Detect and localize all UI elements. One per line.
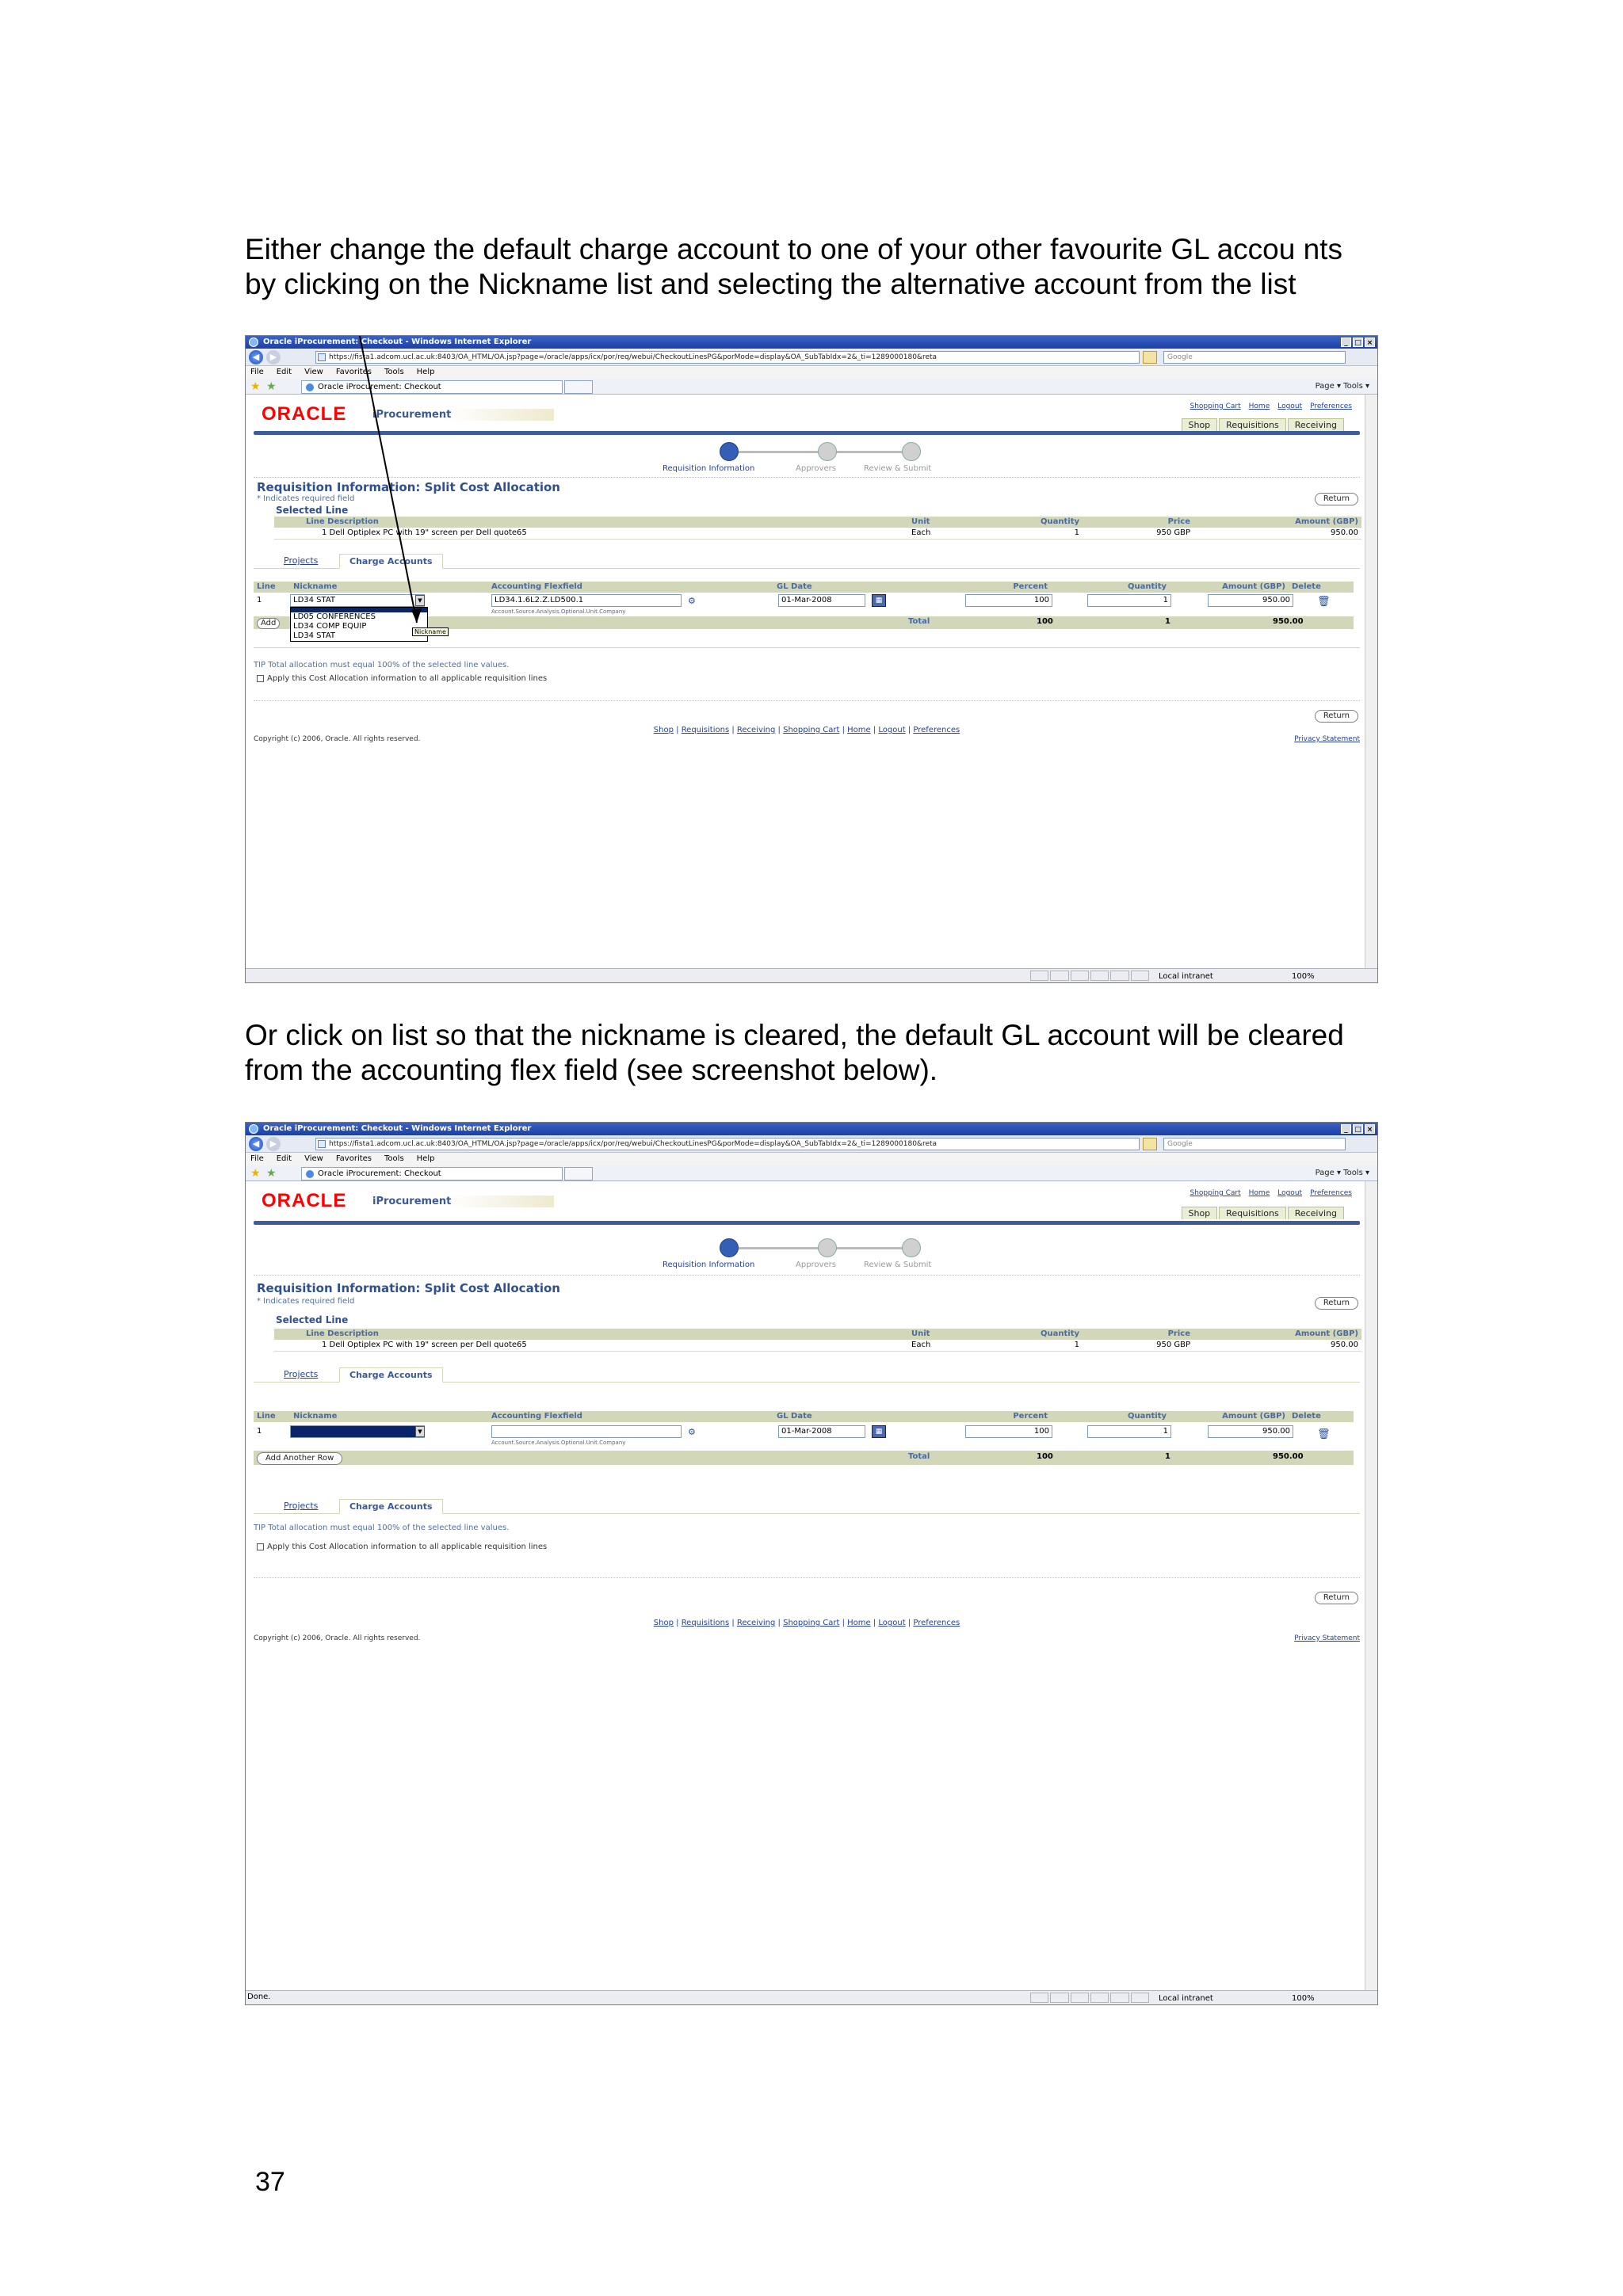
link-preferences[interactable]: Preferences bbox=[1310, 402, 1352, 410]
apply-all-checkbox[interactable] bbox=[257, 1543, 547, 1551]
tab-shop[interactable]: Shop bbox=[1182, 1207, 1218, 1219]
screenshot-nickname-list bbox=[245, 335, 1378, 983]
footer-links: Shop | Requisitions | Receiving | Shopping Cart | Home | Logout | Preferences bbox=[653, 726, 960, 734]
zoom-level[interactable]: 100% bbox=[1292, 972, 1315, 981]
favorites-star-icon[interactable]: ★ bbox=[250, 380, 261, 393]
total-quantity: 1 bbox=[1165, 617, 1170, 626]
forward-icon[interactable]: ▶ bbox=[266, 350, 281, 364]
tab-title: Oracle iProcurement: Checkout bbox=[318, 1169, 441, 1178]
page-title: Requisition Information: Split Cost Allocation bbox=[257, 1281, 560, 1295]
divider bbox=[254, 1275, 1360, 1276]
footer-links: Shop | Requisitions | Receiving | Shopping Cart | Home | Logout | Preferences bbox=[653, 1619, 960, 1627]
footer-link-home[interactable]: Home bbox=[847, 726, 871, 734]
menu-edit[interactable]: Edit bbox=[276, 368, 292, 376]
accounting-flexfield-input[interactable]: LD34.1.6L2.Z.LD500.1 bbox=[491, 594, 682, 607]
dropdown-option[interactable]: LD34 COMP EQUIP bbox=[293, 622, 367, 631]
footer-link-home[interactable]: Home bbox=[847, 1619, 871, 1627]
menu-edit[interactable]: Edit bbox=[276, 1154, 292, 1163]
apply-all-label: Apply this Cost Allocation information to all applicable requisition lines bbox=[267, 674, 548, 683]
calendar-icon[interactable]: ▦ bbox=[872, 1425, 886, 1438]
search-input[interactable]: Google bbox=[1163, 351, 1346, 364]
allocation-table bbox=[254, 1411, 1354, 1422]
forward-icon[interactable]: ▶ bbox=[266, 1137, 281, 1151]
footer-link-preferences[interactable]: Preferences bbox=[913, 726, 960, 734]
window-title: Oracle iProcurement: Checkout - Windows Internet Explorer bbox=[263, 1124, 532, 1133]
copyright: Copyright (c) 2006, Oracle. All rights reserved. bbox=[254, 735, 421, 743]
column-header: Quantity bbox=[972, 517, 1083, 528]
gl-date-input[interactable]: 01-Mar-2008 bbox=[778, 594, 865, 607]
product-name: iProcurement bbox=[372, 409, 554, 421]
gl-date-input[interactable]: 01-Mar-2008 bbox=[778, 1425, 865, 1438]
train-label-approvers: Approvers bbox=[796, 1261, 836, 1269]
menu-tools[interactable]: Tools bbox=[384, 1154, 404, 1163]
column-header: Accounting Flexfield bbox=[488, 582, 773, 593]
column-header: Unit bbox=[908, 1329, 972, 1340]
maximize-button[interactable]: □ bbox=[1353, 338, 1363, 347]
quantity-input[interactable]: 1 bbox=[1087, 1425, 1171, 1438]
return-button[interactable]: Return bbox=[1315, 710, 1358, 723]
selected-line-table bbox=[274, 1329, 1361, 1352]
footer-link-receiving[interactable]: Receiving bbox=[736, 726, 776, 734]
favorites-bar bbox=[246, 1165, 1377, 1181]
subtab-charge-accounts[interactable]: Charge Accounts bbox=[339, 1499, 443, 1514]
nickname-tooltip: Nickname bbox=[412, 627, 449, 636]
required-note: * Indicates required field bbox=[257, 494, 355, 503]
divider bbox=[254, 1577, 1360, 1578]
link-preferences[interactable]: Preferences bbox=[1310, 1189, 1352, 1197]
column-header: Amount (GBP) bbox=[1193, 1329, 1361, 1340]
column-header: Amount (GBP) bbox=[1170, 582, 1289, 593]
global-links bbox=[1182, 1189, 1353, 1197]
required-note: * Indicates required field bbox=[257, 1297, 355, 1306]
checkbox-icon[interactable] bbox=[257, 1543, 264, 1550]
total-amount: 950.00 bbox=[1273, 617, 1304, 626]
apply-all-label: Apply this Cost Allocation information to all applicable requisition lines bbox=[267, 1543, 548, 1551]
train-step bbox=[902, 1238, 921, 1257]
annotation-arrow bbox=[246, 336, 1378, 983]
instruction-line: Either change the default charge account to one of your other favourite GL accou nts bbox=[245, 233, 1342, 265]
total-amount: 950.00 bbox=[1273, 1452, 1304, 1461]
train-step bbox=[818, 1238, 837, 1257]
column-header: Percent bbox=[932, 1411, 1051, 1422]
status-cells bbox=[1030, 1993, 1149, 2003]
oracle-logo: ORACLE bbox=[262, 1190, 347, 1211]
subtab-projects[interactable]: Projects bbox=[284, 555, 319, 566]
status-bar bbox=[246, 1990, 1377, 2004]
command-bar[interactable]: Page ▾ Tools ▾ bbox=[1315, 382, 1369, 391]
column-header: Delete bbox=[1289, 582, 1354, 593]
minimize-button[interactable]: _ bbox=[1341, 338, 1351, 347]
subtab-projects[interactable]: Projects bbox=[284, 1501, 319, 1511]
instruction-line: Or click on list so that the nickname is cleared, the default GL account will be cleared bbox=[245, 1019, 1344, 1051]
back-icon[interactable]: ◀ bbox=[249, 1137, 263, 1151]
footer-link-shop[interactable]: Shop bbox=[653, 726, 674, 734]
tab-receiving[interactable]: Receiving bbox=[1288, 1207, 1344, 1219]
menu-file[interactable]: File bbox=[250, 368, 264, 376]
accounting-flexfield-input[interactable] bbox=[491, 1425, 682, 1438]
tab-requisitions[interactable]: Requisitions bbox=[1219, 1207, 1286, 1219]
security-zone: Local intranet bbox=[1159, 1994, 1213, 2003]
tip-text: TIP Total allocation must equal 100% of the selected line values. bbox=[254, 1524, 510, 1532]
instruction-paragraph-1 bbox=[245, 232, 1386, 302]
chevron-down-icon[interactable]: ▼ bbox=[415, 1426, 425, 1437]
column-header: Amount (GBP) bbox=[1193, 517, 1361, 528]
window-title: Oracle iProcurement: Checkout - Windows Internet Explorer bbox=[263, 338, 532, 346]
column-header: Quantity bbox=[1051, 582, 1170, 593]
amount-input[interactable]: 950.00 bbox=[1208, 1425, 1293, 1438]
total-row bbox=[254, 1451, 1354, 1465]
column-header: Quantity bbox=[1051, 1411, 1170, 1422]
column-header: Quantity bbox=[972, 1329, 1083, 1340]
column-header: GL Date bbox=[773, 582, 932, 593]
column-header: Price bbox=[1083, 1329, 1193, 1340]
maximize-button[interactable]: □ bbox=[1353, 1124, 1363, 1134]
menu-favorites[interactable]: Favorites bbox=[335, 368, 372, 376]
url-text: https://fista1.adcom.ucl.ac.uk:8403/OA_HTML/OA.jsp?page=/oracle/apps/icx/por/req/webui/CheckoutLinesPG&porMode=display&OA_SubTabIdx=2&_ti=1289000180&reta bbox=[329, 353, 938, 361]
price-cell: 950 GBP bbox=[1083, 528, 1193, 540]
total-percent: 100 bbox=[1037, 1452, 1053, 1461]
menu-bar bbox=[246, 1153, 1377, 1165]
line-description: 1 Dell Optiplex PC with 19" screen per Dell quote65 bbox=[274, 528, 908, 540]
unit-cell: Each bbox=[908, 1340, 972, 1352]
nickname-select[interactable]: LD34 STAT bbox=[290, 594, 425, 607]
close-button[interactable]: × bbox=[1365, 338, 1375, 347]
ie-logo-icon bbox=[249, 1124, 258, 1134]
total-label: Total bbox=[908, 617, 930, 626]
lock-icon[interactable] bbox=[1143, 1138, 1157, 1150]
vertical-scrollbar[interactable] bbox=[1365, 1181, 1377, 1990]
process-train bbox=[254, 1238, 1360, 1270]
column-header: Line Description bbox=[274, 517, 908, 528]
amount-cell: 950.00 bbox=[1193, 528, 1361, 540]
copyright: Copyright (c) 2006, Oracle. All rights reserved. bbox=[254, 1634, 421, 1642]
chevron-down-icon[interactable]: ▼ bbox=[415, 595, 425, 606]
dropdown-option[interactable]: LD34 STAT bbox=[293, 631, 336, 640]
footer-link-logout[interactable]: Logout bbox=[878, 726, 906, 734]
line-number: 1 bbox=[257, 1427, 262, 1436]
footer-link-receiving[interactable]: Receiving bbox=[736, 1619, 776, 1627]
total-quantity: 1 bbox=[1165, 1452, 1170, 1461]
train-label-requisition: Requisition Information bbox=[663, 1261, 755, 1269]
subtab-charge-accounts[interactable]: Charge Accounts bbox=[339, 1367, 443, 1383]
footer-link-preferences[interactable]: Preferences bbox=[913, 1619, 960, 1627]
column-header: Amount (GBP) bbox=[1170, 1411, 1289, 1422]
selected-line-title: Selected Line bbox=[276, 505, 349, 516]
screenshot-nickname-cleared bbox=[245, 1122, 1378, 2005]
column-header: Line bbox=[254, 1411, 290, 1422]
return-button[interactable]: Return bbox=[1315, 493, 1358, 505]
status-text: Done. bbox=[247, 1993, 271, 2001]
footer-link-shopping-cart[interactable]: Shopping Cart bbox=[783, 726, 840, 734]
address-bar bbox=[246, 1135, 1377, 1153]
column-header: Percent bbox=[932, 582, 1051, 593]
percent-input[interactable]: 100 bbox=[965, 594, 1052, 607]
trash-icon[interactable]: 🗑 bbox=[1317, 1428, 1331, 1440]
train-label-review: Review & Submit bbox=[864, 464, 932, 473]
window-title-bar bbox=[246, 1123, 1377, 1135]
column-header: Nickname bbox=[290, 582, 488, 593]
add-another-row-button[interactable]: Add bbox=[257, 618, 280, 629]
menu-help[interactable]: Help bbox=[416, 1154, 435, 1163]
footer-link-shopping-cart[interactable]: Shopping Cart bbox=[783, 1619, 840, 1627]
tab-ie-icon bbox=[306, 1170, 314, 1178]
column-header: Price bbox=[1083, 517, 1193, 528]
quantity-cell: 1 bbox=[972, 1340, 1083, 1352]
trash-icon[interactable]: 🗑 bbox=[1317, 596, 1331, 608]
footer-link-logout[interactable]: Logout bbox=[878, 1619, 906, 1627]
menu-help[interactable]: Help bbox=[416, 368, 435, 376]
link-shopping-cart[interactable]: Shopping Cart bbox=[1190, 402, 1241, 410]
table-row bbox=[274, 1340, 1361, 1352]
tab-receiving[interactable]: Receiving bbox=[1288, 418, 1344, 431]
amount-input[interactable]: 950.00 bbox=[1208, 594, 1293, 607]
column-header: Delete bbox=[1289, 1411, 1354, 1422]
selected-line-title: Selected Line bbox=[276, 1314, 349, 1325]
column-header: Line Description bbox=[274, 1329, 908, 1340]
add-favorite-icon[interactable]: ★ bbox=[266, 380, 277, 393]
column-header: Line bbox=[254, 582, 290, 593]
return-button[interactable]: Return bbox=[1315, 1592, 1358, 1604]
price-cell: 950 GBP bbox=[1083, 1340, 1193, 1352]
footer-link-requisitions[interactable]: Requisitions bbox=[681, 726, 730, 734]
add-favorite-icon[interactable]: ★ bbox=[266, 1167, 277, 1180]
line-number: 1 bbox=[257, 596, 262, 605]
new-tab[interactable] bbox=[564, 1167, 593, 1180]
link-home[interactable]: Home bbox=[1248, 1189, 1270, 1197]
instruction-line: by clicking on the Nickname list and selecting the alternative account from the list bbox=[245, 268, 1296, 300]
close-button[interactable]: × bbox=[1365, 1124, 1375, 1134]
tab-title: Oracle iProcurement: Checkout bbox=[318, 383, 441, 391]
menu-view[interactable]: View bbox=[304, 368, 323, 376]
train-connector bbox=[729, 1247, 832, 1249]
tab-shop[interactable]: Shop bbox=[1182, 418, 1218, 431]
column-header: Unit bbox=[908, 517, 972, 528]
app-tabs bbox=[1182, 1207, 1345, 1219]
oracle-logo: ORACLE bbox=[262, 403, 347, 425]
page-number: 37 bbox=[255, 2167, 285, 2197]
instruction-line: from the accounting flex field (see screenshot below). bbox=[245, 1054, 938, 1086]
subtab-projects[interactable]: Projects bbox=[284, 1369, 319, 1379]
amount-cell: 950.00 bbox=[1193, 1340, 1361, 1352]
browser-tab[interactable] bbox=[301, 1167, 563, 1180]
column-header: Nickname bbox=[290, 1411, 488, 1422]
footer-link-shop[interactable]: Shop bbox=[653, 1619, 674, 1627]
subtabs-bottom bbox=[254, 1497, 1360, 1514]
subtab-charge-accounts[interactable]: Charge Accounts bbox=[339, 554, 443, 569]
nickname-select[interactable] bbox=[290, 1425, 425, 1438]
tab-requisitions[interactable]: Requisitions bbox=[1219, 418, 1286, 431]
train-label-approvers: Approvers bbox=[796, 464, 836, 473]
subtabs-top bbox=[254, 1365, 1360, 1383]
return-button[interactable]: Return bbox=[1315, 1297, 1358, 1310]
line-description: 1 Dell Optiplex PC with 19" screen per Dell quote65 bbox=[274, 1340, 908, 1352]
security-zone: Local intranet bbox=[1159, 972, 1213, 981]
train-step-current bbox=[720, 1238, 739, 1257]
flexfield-hint: Account.Source.Analysis.Optional.Unit.Company bbox=[491, 608, 626, 615]
command-bar[interactable]: Page ▾ Tools ▾ bbox=[1315, 1169, 1369, 1177]
menu-tools[interactable]: Tools bbox=[384, 368, 404, 376]
minimize-button[interactable]: _ bbox=[1341, 1124, 1351, 1134]
product-name: iProcurement bbox=[372, 1196, 554, 1207]
menu-view[interactable]: View bbox=[304, 1154, 323, 1163]
url-text: https://fista1.adcom.ucl.ac.uk:8403/OA_HTML/OA.jsp?page=/oracle/apps/icx/por/req/webui/CheckoutLinesPG&porMode=display&OA_SubTabIdx=2&_ti=1289000180&reta bbox=[329, 1140, 938, 1148]
add-another-row-button[interactable]: Add Another Row bbox=[257, 1452, 342, 1465]
url-input[interactable] bbox=[315, 1138, 1140, 1150]
link-logout[interactable]: Logout bbox=[1277, 1189, 1303, 1197]
train-label-review: Review & Submit bbox=[864, 1261, 932, 1269]
column-header: Accounting Flexfield bbox=[488, 1411, 773, 1422]
link-shopping-cart[interactable]: Shopping Cart bbox=[1190, 1189, 1241, 1197]
calendar-icon[interactable]: ▦ bbox=[872, 594, 886, 607]
tip-text: TIP Total allocation must equal 100% of the selected line values. bbox=[254, 661, 510, 669]
total-label: Total bbox=[908, 1452, 930, 1461]
quantity-cell: 1 bbox=[972, 528, 1083, 540]
column-header: GL Date bbox=[773, 1411, 932, 1422]
flexfield-search-icon[interactable]: ⚙ bbox=[688, 1427, 696, 1437]
menu-file[interactable]: File bbox=[250, 1154, 264, 1163]
total-percent: 100 bbox=[1037, 617, 1053, 626]
page-title: Requisition Information: Split Cost Allocation bbox=[257, 480, 560, 494]
back-icon[interactable]: ◀ bbox=[249, 350, 263, 364]
percent-input[interactable]: 100 bbox=[965, 1425, 1052, 1438]
privacy-statement-link[interactable]: Privacy Statement bbox=[1294, 735, 1360, 743]
flexfield-hint: Account.Source.Analysis.Optional.Unit.Company bbox=[491, 1440, 626, 1446]
page-icon bbox=[318, 1140, 326, 1148]
train-label-requisition: Requisition Information bbox=[663, 464, 755, 473]
favorites-star-icon[interactable]: ★ bbox=[250, 1167, 261, 1180]
link-logout[interactable]: Logout bbox=[1277, 402, 1303, 410]
unit-cell: Each bbox=[908, 528, 972, 540]
link-home[interactable]: Home bbox=[1248, 402, 1270, 410]
menu-favorites[interactable]: Favorites bbox=[335, 1154, 372, 1163]
quantity-input[interactable]: 1 bbox=[1087, 594, 1171, 607]
instruction-paragraph-2 bbox=[245, 1018, 1386, 1088]
search-input[interactable]: Google bbox=[1163, 1138, 1346, 1150]
privacy-statement-link[interactable]: Privacy Statement bbox=[1294, 1634, 1360, 1642]
zoom-level[interactable]: 100% bbox=[1292, 1994, 1315, 2003]
footer-link-requisitions[interactable]: Requisitions bbox=[681, 1619, 730, 1627]
dropdown-option[interactable]: LD05 CONFERENCES bbox=[293, 612, 376, 621]
header-rule bbox=[254, 1221, 1360, 1225]
flexfield-search-icon[interactable]: ⚙ bbox=[688, 596, 696, 606]
